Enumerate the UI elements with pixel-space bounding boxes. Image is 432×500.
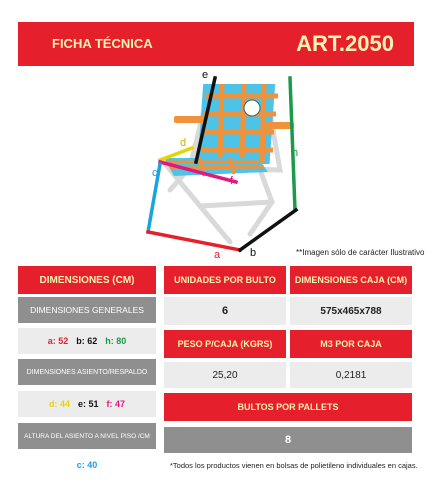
caja-value: 575x465x788 [290, 297, 412, 325]
dim-line-h [290, 78, 295, 210]
dimensiones-generales-values [18, 328, 156, 354]
alt-c-key: c: [76, 460, 85, 470]
m3-title: M3 POR CAJA [290, 330, 412, 358]
gen-h-key: h: [105, 336, 114, 346]
gen-a-value: 52 [58, 336, 69, 346]
unidades-title: UNIDADES POR BULTO [164, 266, 286, 294]
altura-asiento-label: ALTURA DEL ASIENTO A NIVEL PISO /CM [18, 423, 156, 449]
m3-value: 0,2181 [290, 362, 412, 388]
asi-e-value: 51 [88, 399, 99, 409]
dim-label-c: c [152, 167, 158, 179]
dim-label-h: h [292, 147, 299, 159]
dim-label-d: d [180, 137, 187, 149]
article-number: ART.2050 [296, 31, 394, 56]
altura-asiento-values [18, 452, 156, 478]
dim-label-f: f [230, 175, 234, 187]
packaging-note: *Todos los productos vienen en bolsas de polietileno individuales en cajas. [170, 461, 418, 470]
gen-a-key: a: [47, 336, 56, 346]
asiento-respaldo-label: DIMENSIONES ASIENTO/RESPALDO [18, 359, 156, 385]
pallets-title: BULTOS POR PALLETS [164, 393, 412, 421]
dimensiones-generales-label: DIMENSIONES GENERALES [18, 297, 156, 323]
dim-label-e: e [202, 69, 209, 81]
page-title: FICHA TÉCNICA [52, 36, 153, 51]
caja-title: DIMENSIONES CAJA (CM) [290, 266, 412, 294]
asi-d-value: 44 [59, 399, 70, 409]
header-bar [18, 22, 414, 66]
dimensiones-title: DIMENSIONES (CM) [18, 266, 156, 294]
illustrative-note: **Imagen sólo de carácter Ilustrativo [296, 248, 425, 257]
chair-diagram [140, 69, 310, 261]
peso-title: PESO P/CAJA (KGRS) [164, 330, 286, 358]
gen-b-key: b: [76, 336, 85, 346]
gen-h-value: 80 [116, 336, 127, 346]
asi-d-key: d: [48, 399, 58, 409]
unidades-value: 6 [164, 297, 286, 325]
alt-c-value: 40 [87, 460, 98, 470]
asi-e-key: e: [77, 399, 86, 409]
pallets-value: 8 [164, 427, 412, 453]
dim-line-b [240, 210, 296, 250]
peso-value: 25,20 [164, 362, 286, 388]
dim-label-b: b [250, 247, 257, 259]
asi-f-value: 47 [115, 399, 126, 409]
asi-f-key: f: [106, 399, 113, 409]
gen-b-value: 62 [87, 336, 98, 346]
dim-label-a: a [214, 249, 221, 261]
asiento-respaldo-values [18, 391, 156, 417]
